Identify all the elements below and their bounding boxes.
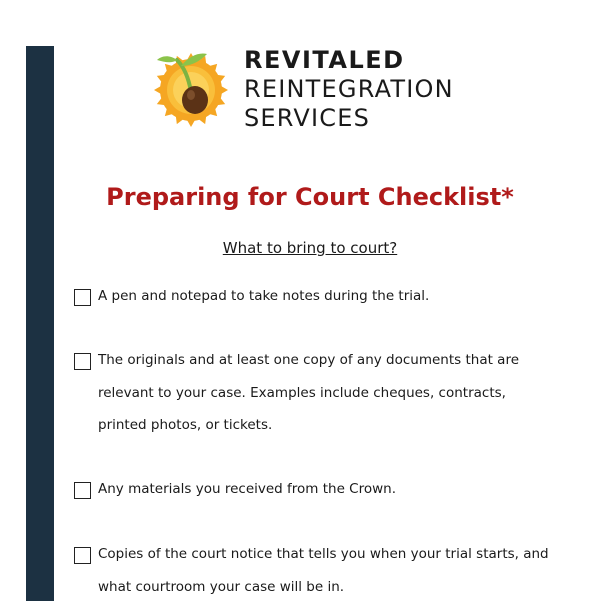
checkbox[interactable]: [74, 547, 91, 564]
checkbox[interactable]: [74, 353, 91, 370]
side-accent-bar: [26, 46, 54, 601]
checklist-item-text: A pen and notepad to take notes during the trial.: [98, 288, 430, 304]
checklist-item-text: Any materials you received from the Crown.: [98, 481, 397, 497]
brand-name: [244, 46, 454, 133]
section-subtitle: What to bring to court?: [222, 239, 398, 257]
brand-line-1: REVITALED: [244, 46, 405, 74]
brand-line-2: REINTEGRATION: [244, 75, 454, 103]
checklist-item-text: Copies of the court notice that tells you when your trial starts, and what courtroom your case will be in.: [98, 546, 549, 595]
brand-line-3: SERVICES: [244, 104, 371, 132]
page-title: Preparing for Court Checklist*: [106, 183, 514, 211]
checklist-item-text: The originals and at least one copy of any documents that are relevant to your case. Examples include cheques, contracts, printed photos, or tickets.: [98, 352, 520, 433]
checkbox[interactable]: [74, 482, 91, 499]
revitaled-logo-icon: [150, 40, 232, 128]
checkbox[interactable]: [74, 289, 91, 306]
